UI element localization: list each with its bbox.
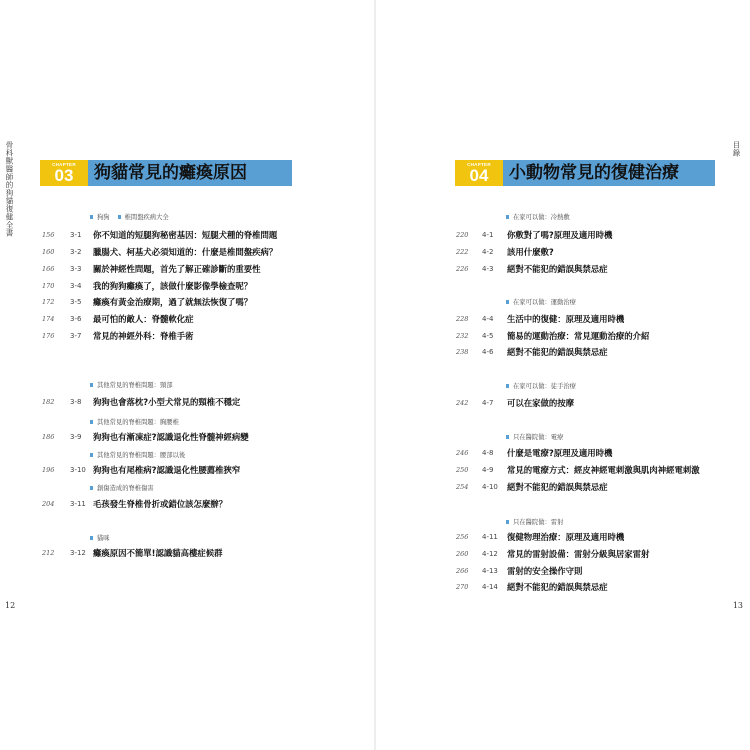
- entry-title: 絕對不能犯的錯誤與禁忌症: [507, 582, 608, 592]
- chapter-4-header: [455, 160, 715, 186]
- entry-number: 3-11: [70, 500, 86, 508]
- entry-number: 4-2: [482, 248, 494, 256]
- chapter-3-tag: [40, 160, 88, 186]
- section-tag: 狗狗: [97, 214, 110, 221]
- entry-title: 常見的電療方式：經皮神經電刺激與肌肉神經電刺激: [507, 465, 700, 475]
- entry-title: 狗狗也會落枕?小型犬常見的頸椎不穩定: [93, 397, 241, 407]
- chapter-number: 03: [54, 166, 74, 185]
- entry-title: 絕對不能犯的錯誤與禁忌症: [507, 482, 608, 492]
- entry-title: 我的狗狗癱瘓了，該做什麼影像學檢查呢？: [93, 281, 253, 291]
- section-label: [90, 451, 185, 460]
- section-tag: 創傷造成的脊椎傷害: [97, 485, 154, 492]
- section-tag: 椎間盤疾病大全: [124, 214, 169, 221]
- entry-number: 3-5: [70, 298, 82, 306]
- bullet-square: [90, 486, 93, 490]
- entry-number: 3-12: [70, 549, 86, 557]
- page-number: 160: [42, 248, 55, 256]
- bullet-square: [90, 420, 93, 424]
- section-label: [90, 213, 169, 222]
- entry-title: 絕對不能犯的錯誤與禁忌症: [507, 347, 608, 357]
- section-label: [90, 418, 179, 427]
- chapter-3-header: [40, 160, 292, 186]
- page-number: 266: [456, 567, 469, 575]
- entry-title: 毛孩發生脊椎骨折或錯位該怎麼辦？: [93, 499, 227, 509]
- right-page: [375, 0, 750, 750]
- entry-title: 常見的雷射設備：雷射分級與居家雷射: [507, 549, 650, 559]
- entry-number: 4-14: [482, 583, 498, 591]
- bullet-square: [506, 520, 509, 524]
- page-number: 166: [42, 265, 55, 273]
- entry-number: 4-1: [482, 231, 494, 239]
- section-label: [506, 518, 563, 527]
- section-label: [90, 381, 173, 390]
- entry-number: 3-1: [70, 231, 82, 239]
- entry-title: 絕對不能犯的錯誤與禁忌症: [507, 264, 608, 274]
- section-tag: 在家可以做：運動治療: [513, 299, 576, 306]
- entry-title: 該用什麼敷?: [507, 247, 554, 257]
- page-number: 260: [456, 550, 469, 558]
- section-tag: 其他常見的脊椎問題：頸部: [97, 382, 173, 389]
- page-number: 270: [456, 583, 469, 591]
- chapter-label: CHAPTER: [52, 162, 76, 167]
- entry-title: 常見的神經外科：脊椎手術: [93, 331, 194, 341]
- section-label: [506, 433, 563, 442]
- entry-title: 狗狗也有漸凍症?認識退化性脊髓神經病變: [93, 432, 249, 442]
- entry-number: 4-3: [482, 265, 494, 273]
- bullet-square: [506, 384, 509, 388]
- entry-number: 4-8: [482, 449, 494, 457]
- bullet-square: [506, 215, 509, 219]
- entry-number: 4-7: [482, 399, 494, 407]
- section-tag: 貓咪: [97, 535, 110, 542]
- entry-number: 4-5: [482, 332, 494, 340]
- page-number: 186: [42, 433, 55, 441]
- page-number: 250: [456, 466, 469, 474]
- page-number: 172: [42, 298, 55, 306]
- chapter-title: 狗貓常見的癱瘓原因: [94, 163, 247, 183]
- section-tag: 在家可以做：冷熱敷: [513, 214, 570, 221]
- chapter-number: 04: [469, 166, 489, 185]
- entry-title: 雷射的安全操作守則: [507, 566, 583, 576]
- bullet-square: [90, 215, 93, 219]
- page-number: 242: [456, 399, 469, 407]
- page-folio-left: 12: [5, 601, 16, 610]
- page-number: 170: [42, 282, 55, 290]
- page-number: 204: [42, 500, 55, 508]
- entry-number: 3-4: [70, 282, 82, 290]
- page-number: 174: [42, 315, 55, 323]
- page-number: 246: [456, 449, 469, 457]
- entry-number: 4-13: [482, 567, 498, 575]
- entry-title: 癱瘓有黃金治療期，過了就無法恢復了嗎？: [93, 297, 253, 307]
- entry-title: 什麼是電療?原理及適用時機: [507, 448, 613, 458]
- section-tag: 只在醫院做：雷射: [513, 519, 564, 526]
- section-tag: 只在醫院做：電療: [513, 434, 564, 441]
- page-number: 238: [456, 348, 469, 356]
- section-label: [506, 382, 576, 391]
- section-label: [506, 298, 576, 307]
- section-tag: 在家可以做：徒手治療: [513, 383, 576, 390]
- entry-number: 3-9: [70, 433, 82, 441]
- page-number: 228: [456, 315, 469, 323]
- entry-number: 3-7: [70, 332, 82, 340]
- page-number: 254: [456, 483, 469, 491]
- entry-number: 4-9: [482, 466, 494, 474]
- page-number: 256: [456, 533, 469, 541]
- chapter-4-title-bar: [503, 160, 715, 186]
- toc-label-vertical: 目錄: [732, 141, 741, 157]
- bullet-square: [506, 435, 509, 439]
- chapter-label: CHAPTER: [467, 162, 491, 167]
- entry-title: 最可怕的敵人：脊髓軟化症: [93, 314, 194, 324]
- chapter-3-title-bar: [88, 160, 292, 186]
- entry-title: 簡易的運動治療：常見運動治療的介紹: [507, 331, 650, 341]
- entry-title: 臘腸犬、柯基犬必須知道的：什麼是椎間盤疾病？: [93, 247, 278, 257]
- section-tag: 其他常見的脊椎問題：腰部以後: [97, 452, 186, 459]
- entry-title: 生活中的復健：原理及適用時機: [507, 314, 625, 324]
- chapter-title: 小動物常見的復健治療: [509, 163, 679, 183]
- page-number: 226: [456, 265, 469, 273]
- page-number: 176: [42, 332, 55, 340]
- section-label: [506, 213, 570, 222]
- entry-title: 復健物理治療：原理及適用時機: [507, 532, 625, 542]
- entry-title: 你敷對了嗎?原理及適用時機: [507, 230, 613, 240]
- entry-number: 4-4: [482, 315, 494, 323]
- page-number: 196: [42, 466, 55, 474]
- chapter-4-tag: [455, 160, 503, 186]
- entry-number: 4-11: [482, 533, 498, 541]
- section-label: [90, 484, 154, 493]
- entry-title: 狗狗也有尾椎病?認識退化性腰薦椎狹窄: [93, 465, 241, 475]
- entry-title: 癱瘓原因不簡單!認識貓高樓症候群: [93, 548, 223, 558]
- entry-title: 你不知道的短腿狗秘密基因：短腿犬種的脊椎問題: [93, 230, 278, 240]
- entry-number: 3-2: [70, 248, 82, 256]
- entry-number: 3-3: [70, 265, 82, 273]
- page-number: 232: [456, 332, 469, 340]
- section-label: [90, 534, 110, 543]
- bullet-square: [118, 215, 121, 219]
- page-number: 220: [456, 231, 469, 239]
- entry-number: 3-6: [70, 315, 82, 323]
- book-title-vertical: 骨科獸醫師的狗貓復健全書: [5, 141, 14, 237]
- entry-number: 4-10: [482, 483, 498, 491]
- page-number: 182: [42, 398, 55, 406]
- entry-title: 可以在家做的按摩: [507, 398, 574, 408]
- bullet-square: [506, 300, 509, 304]
- entry-number: 4-12: [482, 550, 498, 558]
- bullet-square: [90, 383, 93, 387]
- entry-title: 關於神經性問題，首先了解正確診斷的重要性: [93, 264, 261, 274]
- section-tag: 其他常見的脊椎問題：胸腰椎: [97, 419, 179, 426]
- page-folio-right: 13: [732, 601, 743, 610]
- page-number: 222: [456, 248, 469, 256]
- page-number: 212: [42, 549, 55, 557]
- entry-number: 3-10: [70, 466, 86, 474]
- entry-number: 4-6: [482, 348, 494, 356]
- entry-number: 3-8: [70, 398, 82, 406]
- page-number: 156: [42, 231, 55, 239]
- bullet-square: [90, 453, 93, 457]
- bullet-square: [90, 536, 93, 540]
